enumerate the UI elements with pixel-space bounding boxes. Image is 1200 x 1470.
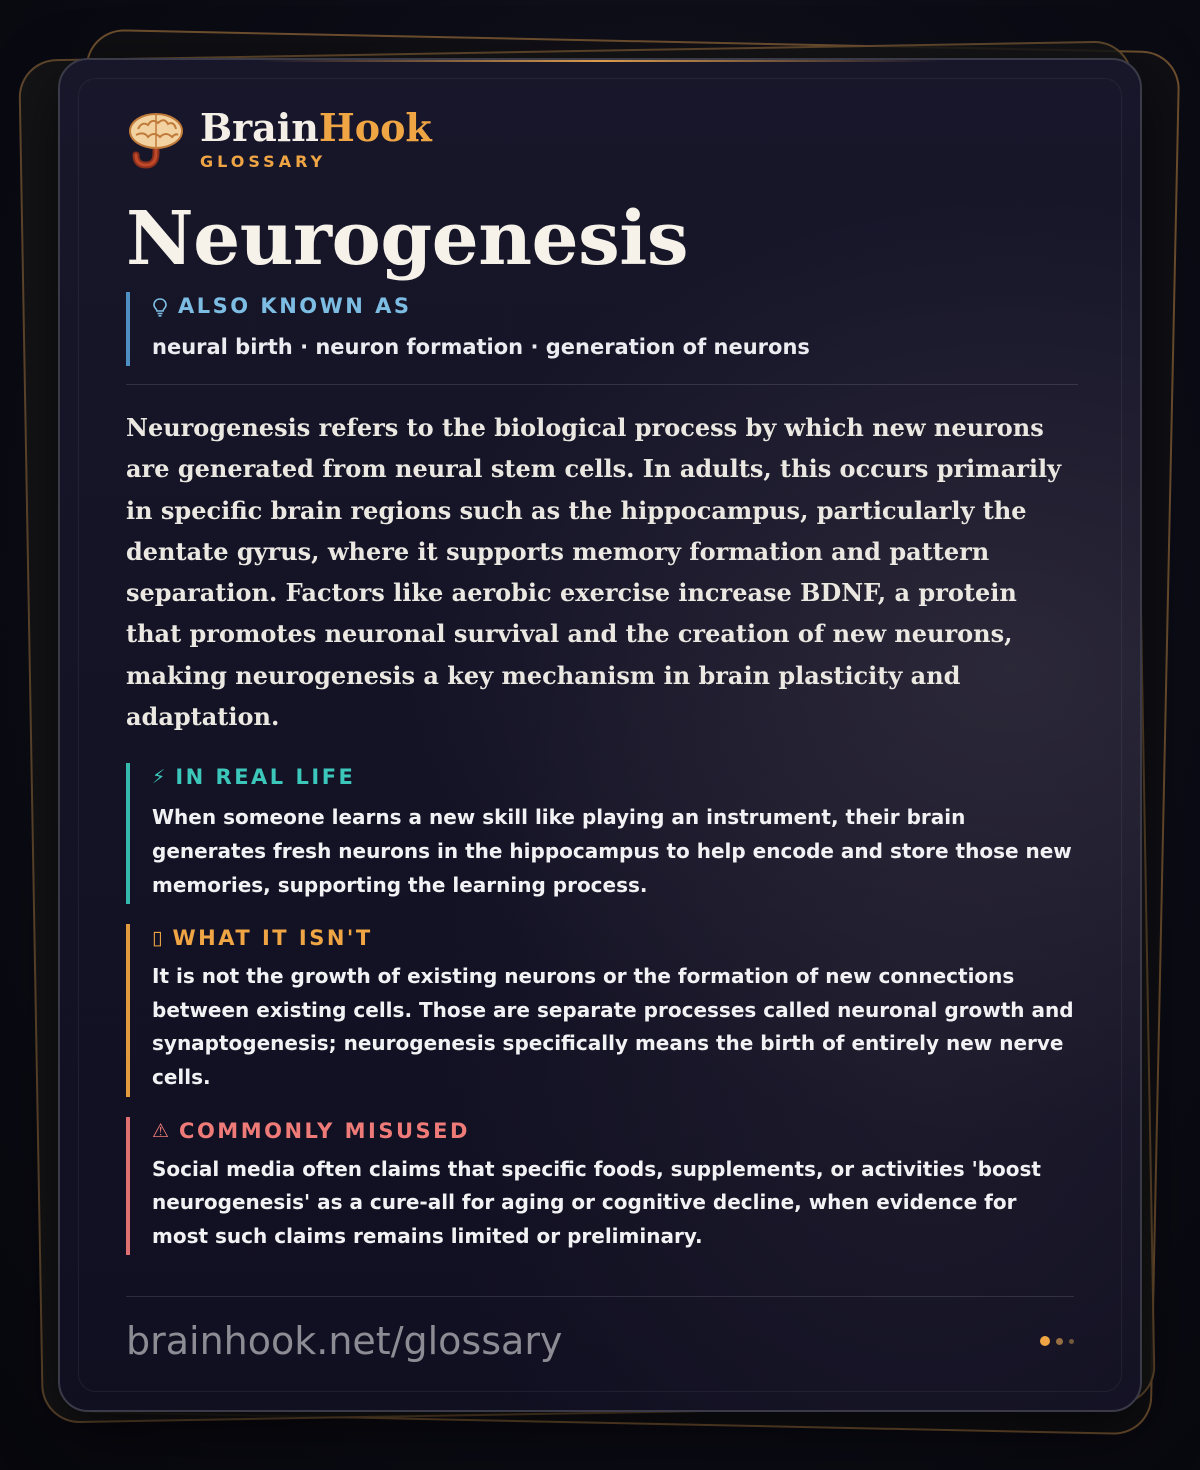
what-it-isnt-heading-row	[152, 924, 1078, 952]
brand-name-part1: Brain	[200, 104, 319, 150]
card-footer	[126, 1316, 1074, 1366]
in-real-life-heading-row	[152, 763, 1078, 791]
glossary-card	[58, 58, 1142, 1412]
commonly-misused-heading-row	[152, 1117, 1078, 1145]
lightbulb-icon	[152, 292, 168, 320]
card-content	[126, 104, 1078, 1255]
pagination-dot	[1056, 1338, 1063, 1345]
footer-divider	[126, 1296, 1074, 1297]
what-it-isnt-heading: WHAT IT ISN'T	[172, 926, 373, 951]
also-known-as-heading-row	[152, 292, 1078, 320]
commonly-misused-section	[126, 1117, 1078, 1256]
card-top-glow	[260, 60, 940, 62]
brand-name	[200, 104, 432, 150]
what-it-isnt-section	[126, 924, 1078, 1096]
pagination-dot	[1069, 1339, 1074, 1344]
page-title: Neurogenesis	[126, 196, 689, 282]
in-real-life-section	[126, 763, 1078, 904]
also-known-as-heading: ALSO KNOWN AS	[178, 294, 412, 318]
section-divider	[126, 384, 1078, 385]
brand-text	[200, 104, 432, 171]
lightning-icon: ⚡	[152, 766, 166, 789]
brain-hook-logo-icon	[126, 109, 186, 169]
commonly-misused-body: Social media often claims that specific foods, supplements, or activities 'boost neurogenesis' as a cure-all for aging or cognitive decline, when evidence for most such claims remains limited or preliminary.	[152, 1156, 1041, 1248]
definition-text: Neurogenesis refers to the biological process by which new neurons are generated from neural stem cells. In adults, this occurs primarily in specific brain regions such as the hippocampus, particularly the dentate gyrus, where it supports memory formation and pattern separation. Factors like aerobic exercise increase BDNF, a protein that promotes neuronal survival and the creation of new neurons, making neurogenesis a key mechanism in brain plasticity and adaptation.	[126, 413, 1062, 732]
warning-icon: ⚠	[152, 1119, 170, 1142]
also-known-as-aliases: neural birth · neuron formation · generation of neurons	[152, 335, 810, 359]
missing-glyph-icon: ▯	[152, 927, 163, 950]
in-real-life-body: When someone learns a new skill like playing an instrument, their brain generates fresh neurons in the hippocampus to help encode and store those new memories, supporting the learning process.	[152, 805, 1072, 897]
commonly-misused-heading: COMMONLY MISUSED	[179, 1118, 470, 1143]
brand-subtitle: GLOSSARY	[200, 151, 327, 171]
also-known-as-section	[126, 292, 1078, 366]
in-real-life-heading: IN REAL LIFE	[175, 765, 356, 790]
pagination-dot-active	[1040, 1336, 1050, 1346]
what-it-isnt-body: It is not the growth of existing neurons or the formation of new connections between existing cells. Those are separate processes called neuronal growth and synaptogenesis; neurogenesis specifically means the birth of entirely new nerve cells.	[152, 964, 1074, 1089]
footer-url: brainhook.net/glossary	[126, 1319, 563, 1363]
pagination-dots	[1040, 1336, 1074, 1346]
brand-name-part2: Hook	[318, 104, 432, 150]
brand-header	[126, 104, 1078, 174]
